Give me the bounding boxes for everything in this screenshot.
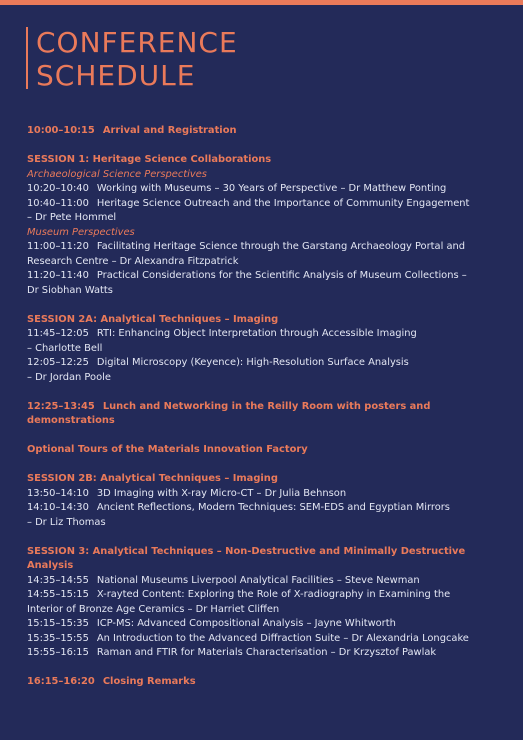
talk-title: Facilitating Heritage Science through the Garstang Archaeology Portal and <box>96 241 466 252</box>
session1-heading: SESSION 1: Heritage Science Collaborations <box>27 154 272 165</box>
talk-time: 14:55–15:15 <box>27 589 89 600</box>
arrival-label: Arrival and Registration <box>102 125 237 136</box>
talk-time: 11:45–12:05 <box>27 328 89 339</box>
talk-row <box>27 574 497 589</box>
talk-time: 10:20–10:40 <box>27 183 89 194</box>
arrival-item <box>27 124 497 139</box>
talk-continuation: Research Centre – Dr Alexandra Fitzpatrick <box>27 255 239 267</box>
page-title <box>36 26 516 92</box>
talk-continuation: – Charlotte Bell <box>27 342 103 354</box>
talk-title: National Museums Liverpool Analytical Facilities – Steve Newman <box>96 574 420 586</box>
talk-continuation: – Dr Liz Thomas <box>27 516 106 528</box>
session1-subheading-2: Museum Perspectives <box>27 226 135 238</box>
talk-time: 15:55–16:15 <box>27 647 89 658</box>
talk-title: Practical Considerations for the Scientific Analysis of Museum Collections – <box>96 270 467 281</box>
session3-heading-continuation: Analysis <box>27 560 74 571</box>
title-rule <box>26 27 28 89</box>
talk-row <box>27 240 497 255</box>
closing-time: 16:15–16:20 <box>27 676 95 687</box>
talk-time: 15:15–15:35 <box>27 618 89 629</box>
talk-row <box>27 487 497 502</box>
talk-row <box>27 327 497 342</box>
title-line-2: SCHEDULE <box>36 59 196 92</box>
talk-row <box>27 646 497 661</box>
session2b-heading: SESSION 2B: Analytical Techniques – Imaging <box>27 473 278 484</box>
schedule <box>27 124 497 690</box>
talk-row <box>27 501 497 516</box>
arrival-time: 10:00–10:15 <box>27 125 95 136</box>
talk-row <box>27 356 497 371</box>
talk-title: Digital Microscopy (Keyence): High-Resolution Surface Analysis <box>96 357 409 368</box>
talk-row <box>27 588 497 603</box>
talk-title: 3D Imaging with X-ray Micro-CT – Dr Julia Behnson <box>96 487 347 499</box>
talk-continuation: – Dr Pete Hommel <box>27 212 117 223</box>
talk-continuation: Dr Siobhan Watts <box>27 284 113 296</box>
talk-title: Working with Museums – 30 Years of Perspective – Dr Matthew Ponting <box>96 183 447 194</box>
talk-continuation: – Dr Jordan Poole <box>27 371 111 383</box>
lunch-item <box>27 400 497 415</box>
closing-label: Closing Remarks <box>102 676 196 687</box>
tours-item: Optional Tours of the Materials Innovation Factory <box>27 444 308 455</box>
session2a-heading: SESSION 2A: Analytical Techniques – Imaging <box>27 313 279 325</box>
session3-heading: SESSION 3: Analytical Techniques – Non-Destructive and Minimally Destructive <box>27 545 466 557</box>
talk-time: 14:10–14:30 <box>27 502 89 513</box>
talk-title: Raman and FTIR for Materials Characterisation – Dr Krzysztof Pawlak <box>96 647 437 658</box>
title-line-1: CONFERENCE <box>36 26 238 59</box>
talk-title: Ancient Reflections, Modern Techniques: SEM-EDS and Egyptian Mirrors <box>96 502 450 513</box>
talk-row <box>27 617 497 632</box>
talk-time: 10:40–11:00 <box>27 197 89 209</box>
talk-time: 11:00–11:20 <box>27 241 89 252</box>
closing-item <box>27 675 497 690</box>
talk-title: RTI: Enhancing Object Interpretation through Accessible Imaging <box>96 328 417 339</box>
talk-row <box>27 632 497 647</box>
lunch-label: Lunch and Networking in the Reilly Room with posters and <box>102 400 431 412</box>
talk-time: 15:35–15:55 <box>27 632 89 644</box>
talk-time: 13:50–14:10 <box>27 487 89 499</box>
talk-continuation: Interior of Bronze Age Ceramics – Dr Harriet Cliffen <box>27 603 280 615</box>
talk-row <box>27 197 497 212</box>
talk-title: Heritage Science Outreach and the Importance of Community Engagement <box>96 197 470 209</box>
session1-subheading-1: Archaeological Science Perspectives <box>27 168 207 180</box>
talk-time: 12:05–12:25 <box>27 357 89 368</box>
talk-time: 11:20–11:40 <box>27 270 89 281</box>
talk-row <box>27 269 497 284</box>
talk-title: An Introduction to the Advanced Diffraction Suite – Dr Alexandria Longcake <box>96 632 469 644</box>
lunch-continuation: demonstrations <box>27 415 115 426</box>
top-accent-bar <box>0 0 523 5</box>
talk-title: X-rayted Content: Exploring the Role of X-radiography in Examining the <box>96 589 451 600</box>
talk-time: 14:35–14:55 <box>27 574 89 586</box>
talk-title: ICP-MS: Advanced Compositional Analysis – Jayne Whitworth <box>96 618 396 629</box>
lunch-time: 12:25–13:45 <box>27 400 95 412</box>
talk-row <box>27 182 497 197</box>
